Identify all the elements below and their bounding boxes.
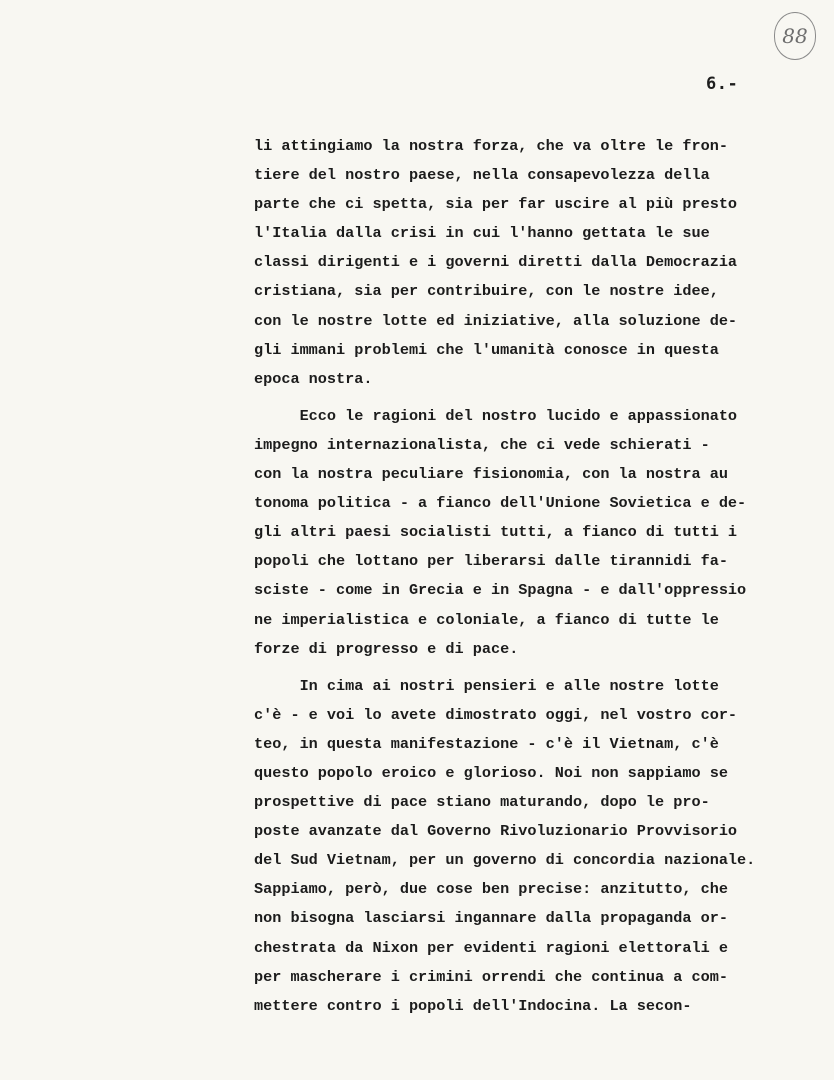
- text-line: tiere del nostro paese, nella consapevolezza della: [254, 166, 710, 185]
- text-line: Sappiamo, però, due cose ben precise: anzitutto, che: [254, 880, 728, 899]
- text-line: poste avanzate dal Governo Rivoluzionario Provvisorio: [254, 822, 738, 841]
- text-line: Ecco le ragioni del nostro lucido e appassionato: [254, 406, 738, 425]
- text-line: In cima ai nostri pensieri e alle nostre lotte: [254, 676, 719, 695]
- archive-page-stamp: 88: [774, 12, 816, 60]
- page-number: 6.-: [706, 74, 739, 94]
- text-line: epoca nostra.: [254, 369, 373, 388]
- text-line: teo, in questa manifestazione - c'è il Vietnam, c'è: [254, 734, 719, 753]
- text-line: chestrata da Nixon per evidenti ragioni elettorali e: [254, 938, 728, 957]
- text-line: c'è - e voi lo avete dimostrato oggi, nel vostro cor-: [254, 705, 738, 724]
- text-line: ne imperialistica e coloniale, a fianco di tutte le: [254, 610, 719, 629]
- text-line: con la nostra peculiare fisionomia, con la nostra au: [254, 465, 728, 484]
- text-line: per mascherare i crimini orrendi che continua a com-: [254, 967, 728, 986]
- text-line: con le nostre lotte ed iniziative, alla soluzione de-: [254, 311, 738, 330]
- text-line: cristiana, sia per contribuire, con le nostre idee,: [254, 282, 719, 301]
- paragraph-gap: [254, 394, 814, 402]
- text-line: classi dirigenti e i governi diretti dalla Democrazia: [254, 253, 738, 272]
- text-line: parte che ci spetta, sia per far uscire al più presto: [254, 195, 738, 214]
- text-line: popoli che lottano per liberarsi dalle tirannidi fa-: [254, 552, 728, 571]
- text-line: non bisogna lasciarsi ingannare dalla propaganda or-: [254, 909, 728, 928]
- text-line: li attingiamo la nostra forza, che va oltre le fron-: [254, 137, 728, 155]
- paragraph-gap: [254, 664, 814, 672]
- text-line: del Sud Vietnam, per un governo di concordia nazionale.: [254, 851, 756, 870]
- text-line: gli immani problemi che l'umanità conosce in questa: [254, 340, 719, 359]
- text-line: l'Italia dalla crisi in cui l'hanno gettata le sue: [254, 224, 710, 243]
- text-line: forze di progresso e di pace.: [254, 639, 519, 658]
- typed-body-text: [254, 132, 814, 1021]
- text-line: gli altri paesi socialisti tutti, a fianco di tutti i: [254, 523, 738, 542]
- text-line: sciste - come in Grecia e in Spagna - e dall'oppressio: [254, 581, 747, 600]
- text-line: impegno internazionalista, che ci vede schierati -: [254, 435, 710, 454]
- text-line: prospettive di pace stiano maturando, dopo le pro-: [254, 793, 710, 812]
- text-line: tonoma politica - a fianco dell'Unione Sovietica e de-: [254, 494, 747, 513]
- text-line: mettere contro i popoli dell'Indocina. La secon-: [254, 996, 692, 1015]
- text-line: questo popolo eroico e glorioso. Noi non sappiamo se: [254, 763, 728, 782]
